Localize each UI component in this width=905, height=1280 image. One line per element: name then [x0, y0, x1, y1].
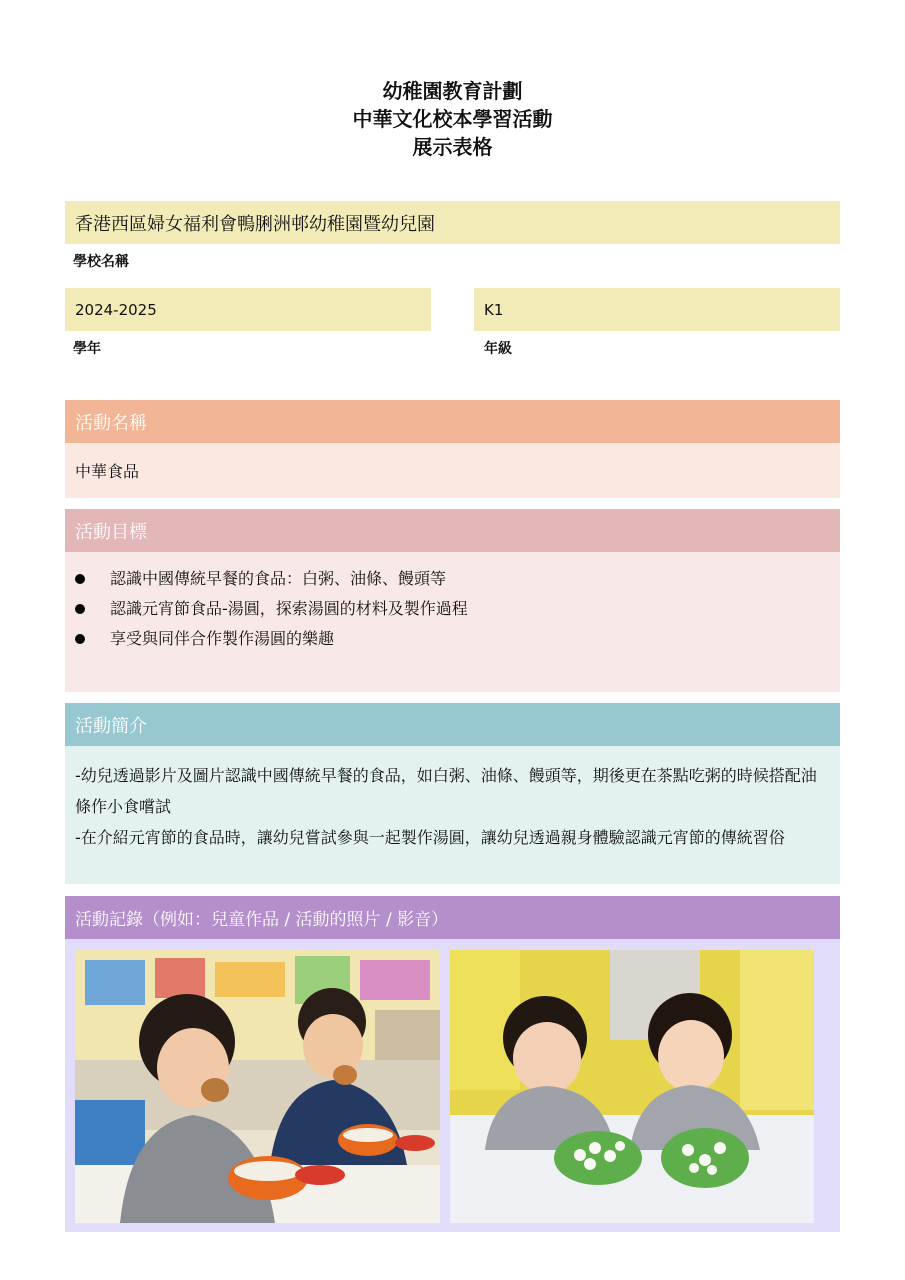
- intro-paragraph: -幼兒透過影片及圖片認識中國傳統早餐的食品，如白粥、油條、饅頭等，期後更在茶點吃粥的時候搭配油條作小食嚐試: [75, 766, 817, 816]
- intro-header: 活動簡介: [65, 703, 840, 746]
- school-year-label: 學年: [73, 341, 101, 357]
- grade-field: K1: [474, 288, 840, 331]
- records-header: 活動記錄（例如：兒童作品 / 活動的照片 / 影音）: [65, 896, 840, 939]
- activity-photo-congee: [75, 950, 440, 1223]
- intro-paragraph: -在介紹元宵節的食品時，讓幼兒嘗試參與一起製作湯圓，讓幼兒透過親身體驗認識元宵節的傳統習俗: [75, 828, 785, 847]
- doc-title-line-1: 幼稚園教育計劃: [382, 79, 523, 103]
- goal-item: 享受與同伴合作製作湯圓的樂趣: [65, 624, 840, 654]
- school-name-field: 香港西區婦女福利會鴨脷洲邨幼稚園暨幼兒園: [65, 201, 840, 244]
- activity-photo-tangyuan: [450, 950, 814, 1223]
- grade-label: 年級: [484, 341, 512, 357]
- doc-title-line-2: 中華文化校本學習活動: [352, 107, 553, 131]
- activity-name-value: 中華食品: [65, 443, 840, 498]
- activity-name-header: 活動名稱: [65, 400, 840, 443]
- goals-header: 活動目標: [65, 509, 840, 552]
- goal-item: 認識中國傳統早餐的食品：白粥、油條、饅頭等: [65, 564, 840, 594]
- school-year-field: 2024-2025: [65, 288, 431, 331]
- doc-title-line-3: 展示表格: [412, 135, 493, 159]
- goal-item: 認識元宵節食品-湯圓，探索湯圓的材料及製作過程: [65, 594, 840, 624]
- goals-list: [65, 552, 840, 692]
- school-name-label: 學校名稱: [73, 254, 129, 270]
- intro-body: [65, 746, 840, 884]
